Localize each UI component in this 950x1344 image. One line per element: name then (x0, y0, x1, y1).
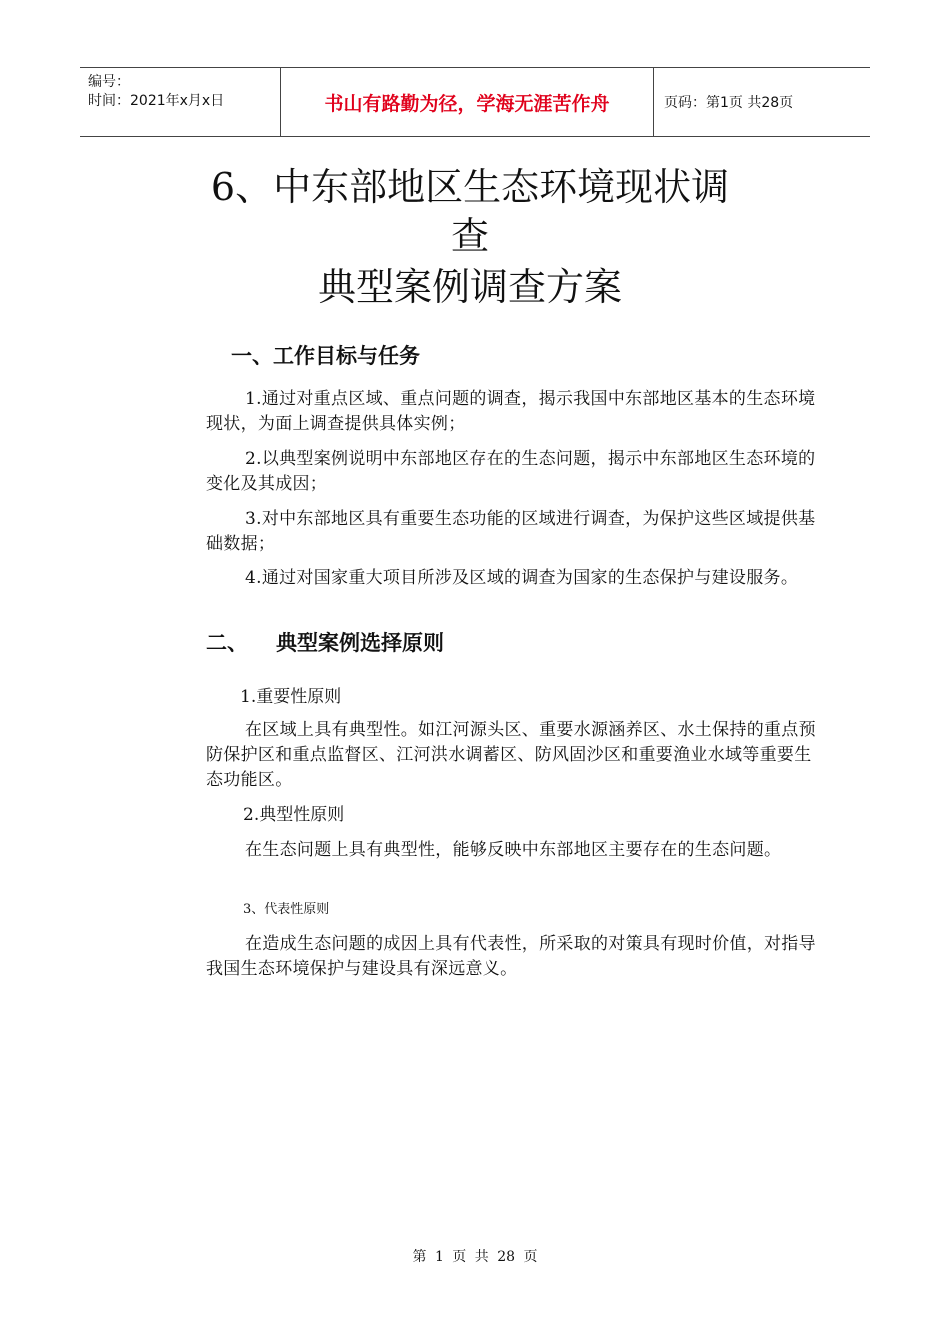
title-line-2: 查 (450, 214, 489, 258)
time-label: 时间：2021年x月x日 (88, 93, 225, 109)
goal-item-4: 4.通过对国家重大项目所涉及区域的调查为国家的生态保护与建设服务。 (245, 568, 799, 588)
number-label: 编号： (88, 74, 130, 90)
section-1-heading: 一、工作目标与任务 (231, 344, 420, 368)
title-line-3: 典型案例调查方案 (317, 265, 622, 309)
header-meta (80, 68, 281, 136)
principle-3-title: 3、代表性原则 (243, 902, 330, 917)
principle-1-text: 在区域上具有典型性。如江河源头区、重要水源涵养区、水土保持的重点预防保护区和重点监督区、江河洪水调蓄区、防风固沙区和重要渔业水域等重要生态功能区。 (206, 720, 816, 790)
principle-3-text: 在造成生态问题的成因上具有代表性，所采取的对策具有现时价值，对指导我国生态环境保护与建设具有深远意义。 (206, 934, 816, 979)
header-motto: 书山有路勤为径，学海无涯苦作舟 (281, 68, 654, 136)
principle-2-text: 在生态问题上具有典型性，能够反映中东部地区主要存在的生态问题。 (245, 840, 782, 860)
document-header (80, 67, 870, 137)
section-2-number: 二、 (206, 631, 248, 655)
goal-item-1: 1.通过对重点区域、重点问题的调查，揭示我国中东部地区基本的生态环境现状，为面上调查提供具体实例； (206, 389, 816, 434)
section-2-heading: 典型案例选择原则 (276, 631, 444, 655)
page-footer: 第 1 页 共 28 页 (412, 1249, 538, 1265)
principle-2-title: 2.典型性原则 (243, 805, 345, 825)
principle-1-title: 1.重要性原则 (240, 687, 342, 707)
header-page-info: 页码：第1页 共28页 (664, 95, 794, 111)
goal-item-2: 2.以典型案例说明中东部地区存在的生态问题，揭示中东部地区生态环境的变化及其成因； (206, 449, 816, 494)
goal-item-3: 3.对中东部地区具有重要生态功能的区域进行调查，为保护这些区域提供基础数据； (206, 509, 816, 554)
title-line-1: 6、中东部地区生态环境现状调 (210, 165, 730, 209)
